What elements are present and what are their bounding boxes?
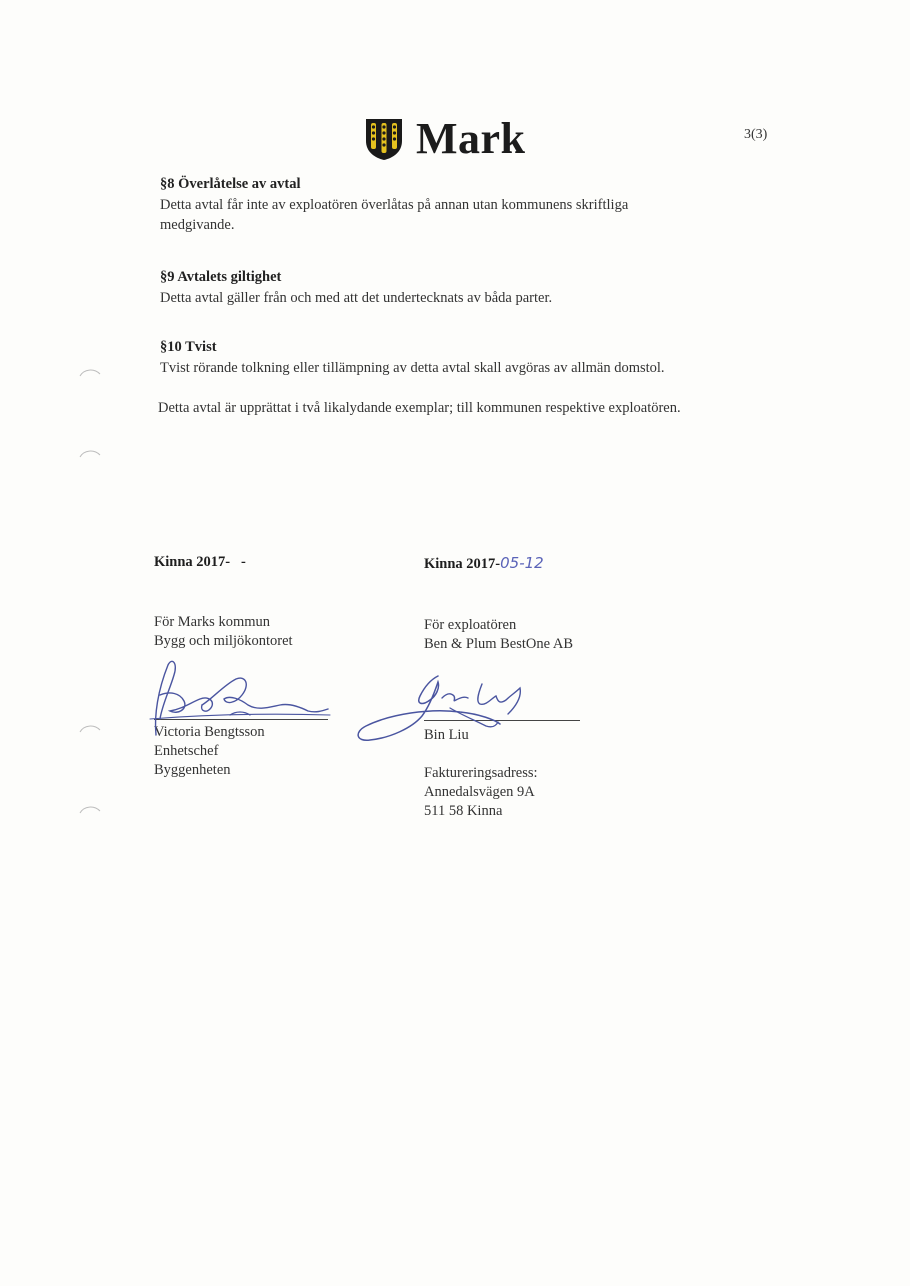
right-signatory-name: Bin Liu	[424, 727, 469, 743]
right-party-block	[424, 616, 573, 654]
section-body: Detta avtal gäller från och med att det undertecknats av båda parter.	[160, 290, 553, 306]
left-party-block	[154, 613, 293, 651]
left-signature-line	[154, 719, 328, 720]
left-org-line2: Bygg och miljökontoret	[154, 633, 293, 649]
punch-hole-mark	[78, 803, 102, 815]
right-date-handwritten: 05-12	[500, 554, 544, 572]
section-heading: §8 Överlåtelse av avtal	[160, 176, 301, 192]
right-date-line	[424, 554, 544, 574]
invoice-city: 511 58 Kinna	[424, 803, 503, 819]
right-signatory	[424, 726, 469, 745]
punch-hole-mark	[78, 366, 102, 378]
left-org-line1: För Marks kommun	[154, 614, 270, 630]
left-signatory	[154, 723, 265, 780]
left-signatory-name: Victoria Bengtsson	[154, 724, 265, 740]
section-heading: §9 Avtalets giltighet	[160, 269, 282, 285]
invoice-address-block	[424, 764, 538, 821]
right-org-line2: Ben & Plum BestOne AB	[424, 636, 574, 652]
left-signatory-unit: Byggenheten	[154, 762, 231, 778]
invoice-street: Annedalsvägen 9A	[424, 784, 535, 800]
punch-hole-mark	[78, 722, 102, 734]
section-10	[160, 339, 760, 378]
invoice-label: Faktureringsadress:	[424, 765, 538, 781]
municipality-logo	[364, 114, 526, 163]
closing-statement: Detta avtal är upprättat i två likalydande exemplar; till kommunen respektive exploatören.	[158, 400, 681, 416]
left-signatory-title: Enhetschef	[154, 743, 219, 759]
section-body: Detta avtal får inte av exploatören överlåtas på annan utan kommunens skriftliga medgivande.	[160, 197, 629, 233]
section-body: Tvist rörande tolkning eller tillämpning av detta avtal skall avgöras av allmän domstol.	[160, 360, 665, 376]
section-8	[160, 176, 760, 235]
punch-hole-mark	[78, 447, 102, 459]
section-9	[160, 269, 760, 308]
left-date-line: Kinna 2017- -	[154, 554, 246, 570]
logo-text: Mark	[416, 114, 526, 163]
page-number: 3(3)	[744, 127, 768, 142]
right-signature-line	[424, 720, 580, 721]
shield-crest-icon	[364, 117, 404, 161]
right-date-printed: Kinna 2017-	[424, 556, 501, 572]
right-org-line1: För exploatören	[424, 617, 517, 633]
section-heading: §10 Tvist	[160, 339, 217, 355]
